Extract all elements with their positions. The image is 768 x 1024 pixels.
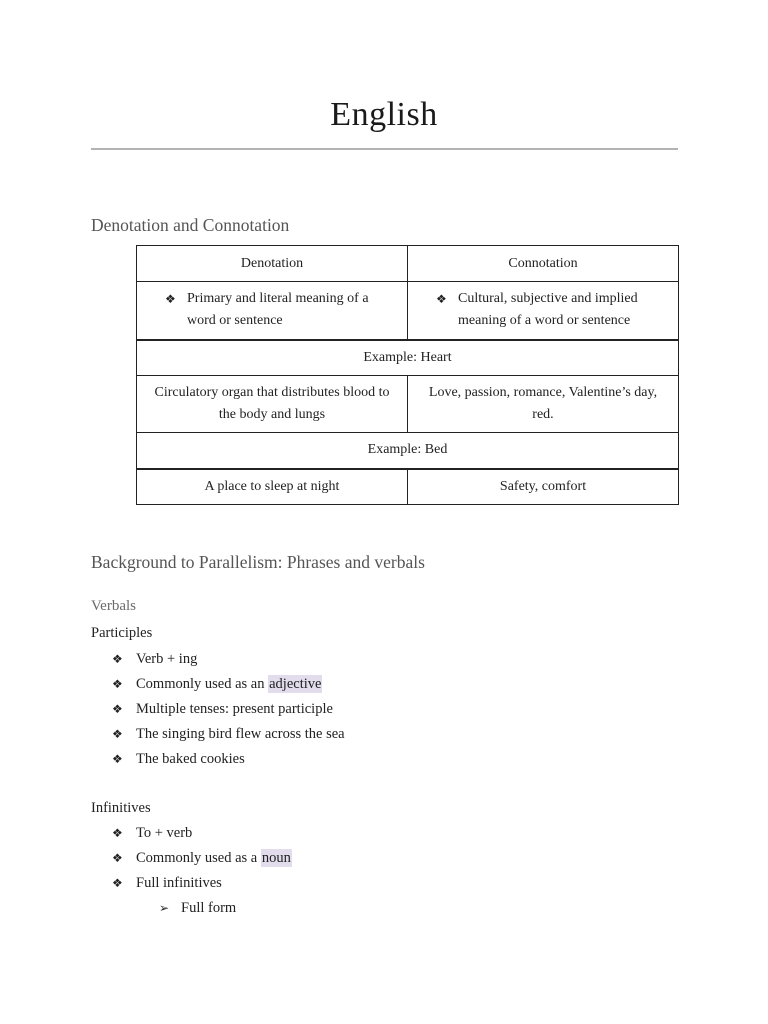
connotation-definition-text: Cultural, subjective and implied meaning of a word or sentence bbox=[458, 291, 638, 329]
title-divider bbox=[91, 148, 678, 150]
header-denotation: Denotation bbox=[137, 246, 408, 282]
infinitives-label: Infinitives bbox=[91, 800, 151, 816]
diamond-bullet-icon: ❖ bbox=[436, 292, 447, 307]
diamond-bullet-icon: ❖ bbox=[112, 826, 123, 840]
table-row-definitions bbox=[137, 282, 679, 340]
list-item-text: Verb + ing bbox=[136, 651, 198, 667]
diamond-bullet-icon: ❖ bbox=[112, 727, 123, 741]
highlighted-term-adjective: adjective bbox=[269, 676, 322, 692]
heart-denotation: Circulatory organ that distributes blood to the body and lungs bbox=[137, 376, 408, 433]
diamond-bullet-icon: ❖ bbox=[165, 292, 176, 307]
page-title: English bbox=[330, 96, 438, 133]
table-row-heart-values bbox=[137, 376, 679, 433]
sub-list-item bbox=[159, 896, 236, 921]
list-item bbox=[112, 672, 345, 697]
sub-list-item-text: Full form bbox=[181, 900, 237, 916]
highlighted-term-noun: noun bbox=[261, 850, 291, 866]
diamond-bullet-icon: ❖ bbox=[112, 851, 123, 865]
infinitives-list bbox=[112, 821, 292, 896]
table-row-example-bed bbox=[137, 433, 679, 469]
table-row-example-heart bbox=[137, 340, 679, 376]
list-item-text: The baked cookies bbox=[136, 751, 245, 767]
bed-connotation: Safety, comfort bbox=[408, 469, 679, 505]
cell-denotation-definition bbox=[137, 282, 408, 340]
arrowhead-bullet-icon: ➢ bbox=[159, 901, 170, 915]
list-item-text: Commonly used as an adjective bbox=[136, 676, 322, 692]
denotation-definition-text: Primary and literal meaning of a word or sentence bbox=[187, 291, 369, 329]
table-row-bed-values bbox=[137, 469, 679, 505]
list-item-text: To + verb bbox=[136, 825, 193, 841]
header-connotation: Connotation bbox=[408, 246, 679, 282]
bed-denotation: A place to sleep at night bbox=[137, 469, 408, 505]
denotation-connotation-table bbox=[136, 245, 679, 505]
subheading-verbals: Verbals bbox=[91, 598, 136, 614]
diamond-bullet-icon: ❖ bbox=[112, 876, 123, 890]
example-heart-label: Example: Heart bbox=[137, 340, 679, 376]
heart-connotation: Love, passion, romance, Valentine’s day, red. bbox=[408, 376, 679, 433]
diamond-bullet-icon: ❖ bbox=[112, 652, 123, 666]
list-item-text: Full infinitives bbox=[136, 875, 222, 891]
diamond-bullet-icon: ❖ bbox=[112, 702, 123, 716]
list-item bbox=[112, 846, 292, 871]
participles-list bbox=[112, 647, 345, 772]
section-heading-parallelism: Background to Parallelism: Phrases and verbals bbox=[91, 552, 425, 572]
diamond-bullet-icon: ❖ bbox=[112, 752, 123, 766]
list-item bbox=[112, 871, 292, 896]
section-heading-denotation: Denotation and Connotation bbox=[91, 215, 290, 235]
list-item-text: Multiple tenses: present participle bbox=[136, 701, 333, 717]
list-item bbox=[112, 747, 345, 772]
table-header-row bbox=[137, 246, 679, 282]
example-bed-label: Example: Bed bbox=[137, 433, 679, 469]
list-item-text: Commonly used as a noun bbox=[136, 850, 291, 866]
list-item bbox=[112, 821, 292, 846]
list-item-text: The singing bird flew across the sea bbox=[136, 726, 345, 742]
participles-label: Participles bbox=[91, 625, 153, 641]
cell-connotation-definition bbox=[408, 282, 679, 340]
list-item bbox=[112, 722, 345, 747]
list-item bbox=[112, 647, 345, 672]
list-item bbox=[112, 697, 345, 722]
diamond-bullet-icon: ❖ bbox=[112, 677, 123, 691]
